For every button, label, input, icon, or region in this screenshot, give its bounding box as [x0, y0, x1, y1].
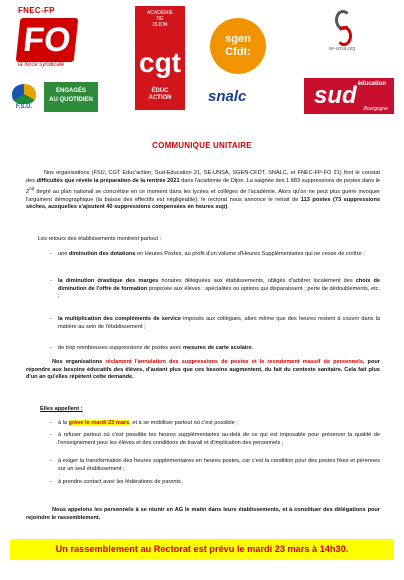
fo-logo-mark: FO	[16, 18, 79, 62]
retours-paragraph: Les retours des établissements montrent partout :	[38, 236, 162, 242]
cgt-sub-line-1: ÉDUC	[151, 88, 169, 94]
list-item	[50, 420, 380, 428]
bullet-text: imposés aux collègues, alors même que des heures restent à couvrir dans la matière au sein de l'établissement ;	[58, 316, 380, 330]
bullet-list-2-item-4	[50, 479, 380, 487]
se-unsa-logo	[318, 10, 366, 66]
cgt-sub-line-2: ACTION	[148, 95, 172, 101]
engages-line-2: AU QUOTIDIEN	[49, 97, 93, 103]
bullet-bold: la multiplication des compléments de service	[58, 316, 182, 322]
strike-date-highlight: grève le mardi 23 mars	[68, 420, 130, 426]
banner-text-1: Un	[55, 544, 71, 554]
se-unsa-icon	[331, 10, 353, 46]
se-unsa-text: se-unsa.org	[328, 46, 356, 52]
cgt-top-line-3: DIJON	[152, 22, 168, 28]
intro-bold-1: difficultés que révèle la préparation de la rentrée 2021	[36, 177, 180, 184]
sud-logo-region: Bourgogne	[363, 106, 388, 112]
engages-line-1: ENGAGÉS	[55, 88, 86, 94]
bullet-text: en Heures Postes, au profit d'un volume d'Heures Supplémentaires qui ne cesse de croître ;	[135, 251, 365, 257]
fsu-icon	[12, 84, 36, 104]
bullet-text: proposée aux élèves : spécialités ou options qui disparaissent ; perte de dédoublements, etc. ;	[58, 285, 380, 300]
cgt-logo-mark: cgt	[139, 47, 181, 78]
cgt-logo-top	[135, 6, 185, 28]
bullet-list-1-item-1	[50, 251, 380, 259]
banner-text-3: .	[345, 544, 349, 554]
intro-text-2: dans l'académie de Dijon. La saignée des 1 883 suppressions de postes dans le 2	[26, 177, 380, 196]
bullet-list-2-item-1	[50, 420, 380, 428]
bullet-text: horaires déléguées aux établissements, obligés d'arbitrer localement des	[158, 278, 356, 284]
list-item	[50, 251, 380, 259]
demand-text-2: , pour répondre aux besoins éducatifs des élèves, d'autant plus que ces besoins augmentent, du fait du contexte sanitaire. Cela fait plus d'un an qu'elles répètent cette demande.	[26, 359, 380, 381]
bullet-list-2-item-3	[50, 458, 380, 473]
cgt-logo-sub	[135, 88, 185, 102]
intro-superscript: nd	[29, 186, 35, 192]
sgen-cfdt-logo	[210, 18, 266, 74]
sud-logo-mark: sud	[314, 82, 357, 109]
fo-logo-top: FNEC-FP	[18, 6, 55, 15]
bullet-text: de trop nombreuses suppressions de postes avec	[58, 345, 183, 351]
bullet-bold: choix de diminution de l'offre de formation	[58, 278, 380, 292]
bullet-bold: la diminution drastique des marges	[58, 278, 159, 284]
list-item	[50, 316, 380, 331]
logo-band	[0, 0, 404, 118]
snalc-logo: snalc	[208, 88, 247, 105]
list-item	[50, 278, 380, 301]
ag-paragraph: Nous appelons les personnels à se réunir en AG le matin dans leurs établissements, et à constituer des délégations pour rejoindre le rassemblement.	[26, 507, 380, 521]
intro-bold-2: 113 postes (73 suppressions sèches, auxquelles s'ajoutent 40 suppressions compensées en heures sup)	[26, 196, 380, 211]
list-item	[50, 345, 380, 353]
intro-paragraph	[26, 170, 380, 212]
bullet-text: à la	[58, 420, 69, 426]
intro-text-3: degré au plan national se concrétise en ce moment dans les lycées et collèges de l'académie. Alors qu'on ne peut plus guère invoquer l'argument démographique (la baisse des effectifs est négligeable), le rectorat nous annonce le retrait de	[26, 189, 380, 203]
bullet-list-2-item-2	[50, 432, 380, 447]
bullet-text: une	[58, 251, 69, 257]
bullet-list-1-item-2	[50, 278, 380, 301]
demand-paragraph	[26, 359, 380, 382]
list-item: - à refuser partout où c'est possible les heures supplémentaires au-delà de ce qui est imposable pour préserver la qualité de l'enseignement pour les élèves et des conditions de travail et d'implication des personnels ;	[50, 432, 380, 447]
cgt-logo	[135, 6, 185, 110]
bullet-bold: mesures de carte scolaire	[183, 345, 252, 351]
bullet-text: , et à se mobiliser partout où c'est possible ;	[129, 420, 238, 426]
cgt-top-line-2: DE	[156, 16, 164, 22]
list-item: - à prendre contact avec les fédérations de parents.	[50, 479, 380, 487]
engages-logo	[44, 82, 98, 112]
fsu-logo-text: F.S.U.	[15, 104, 33, 110]
sud-logo-small: éducation	[357, 81, 386, 87]
cgt-top-line-1: ACADÉMIE	[146, 10, 174, 16]
list-item: - à exiger la transformation des heures supplémentaires en heures postes, car c'est la condition pour des postes fixes et pérennes sur un seul établissement ;	[50, 458, 380, 473]
banner-red-2: mardi 23 mars à 14h30	[247, 544, 346, 554]
bullet-list-1-item-4	[50, 345, 380, 353]
fo-logo	[18, 6, 80, 76]
bullet-list-1-item-3	[50, 316, 380, 331]
bullet-bold: diminution des dotations	[68, 251, 136, 257]
demand-red-text: réclament l'annulation des suppressions de postes et le recrutement massif de personnels	[105, 359, 363, 365]
sgen-line-2: Cfdt:	[225, 46, 251, 58]
page-title: COMMUNIQUE UNITAIRE	[152, 141, 252, 150]
sud-education-logo	[304, 78, 394, 114]
demand-text-1: Nos organisations	[52, 359, 106, 365]
fsu-logo	[12, 84, 40, 114]
appel-heading: Elles appellent :	[40, 406, 83, 412]
intro-text-4: .	[227, 204, 229, 211]
sgen-line-1: sgen	[225, 33, 251, 45]
bullet-text: .	[251, 345, 254, 351]
fo-logo-sub: la force syndicale	[18, 62, 65, 68]
banner-red-1: rassemblement au Rectorat	[70, 544, 191, 554]
intro-text-1: Nos organisations (FSU, CGT Educ'action, Sud-Education 21, SE-UNSA, SGEN-CFDT, SNALC, et FNEC-FP-FO 21) font le constat des	[26, 170, 380, 184]
rally-banner	[10, 539, 394, 560]
banner-text-2: est prévu le	[191, 544, 248, 554]
